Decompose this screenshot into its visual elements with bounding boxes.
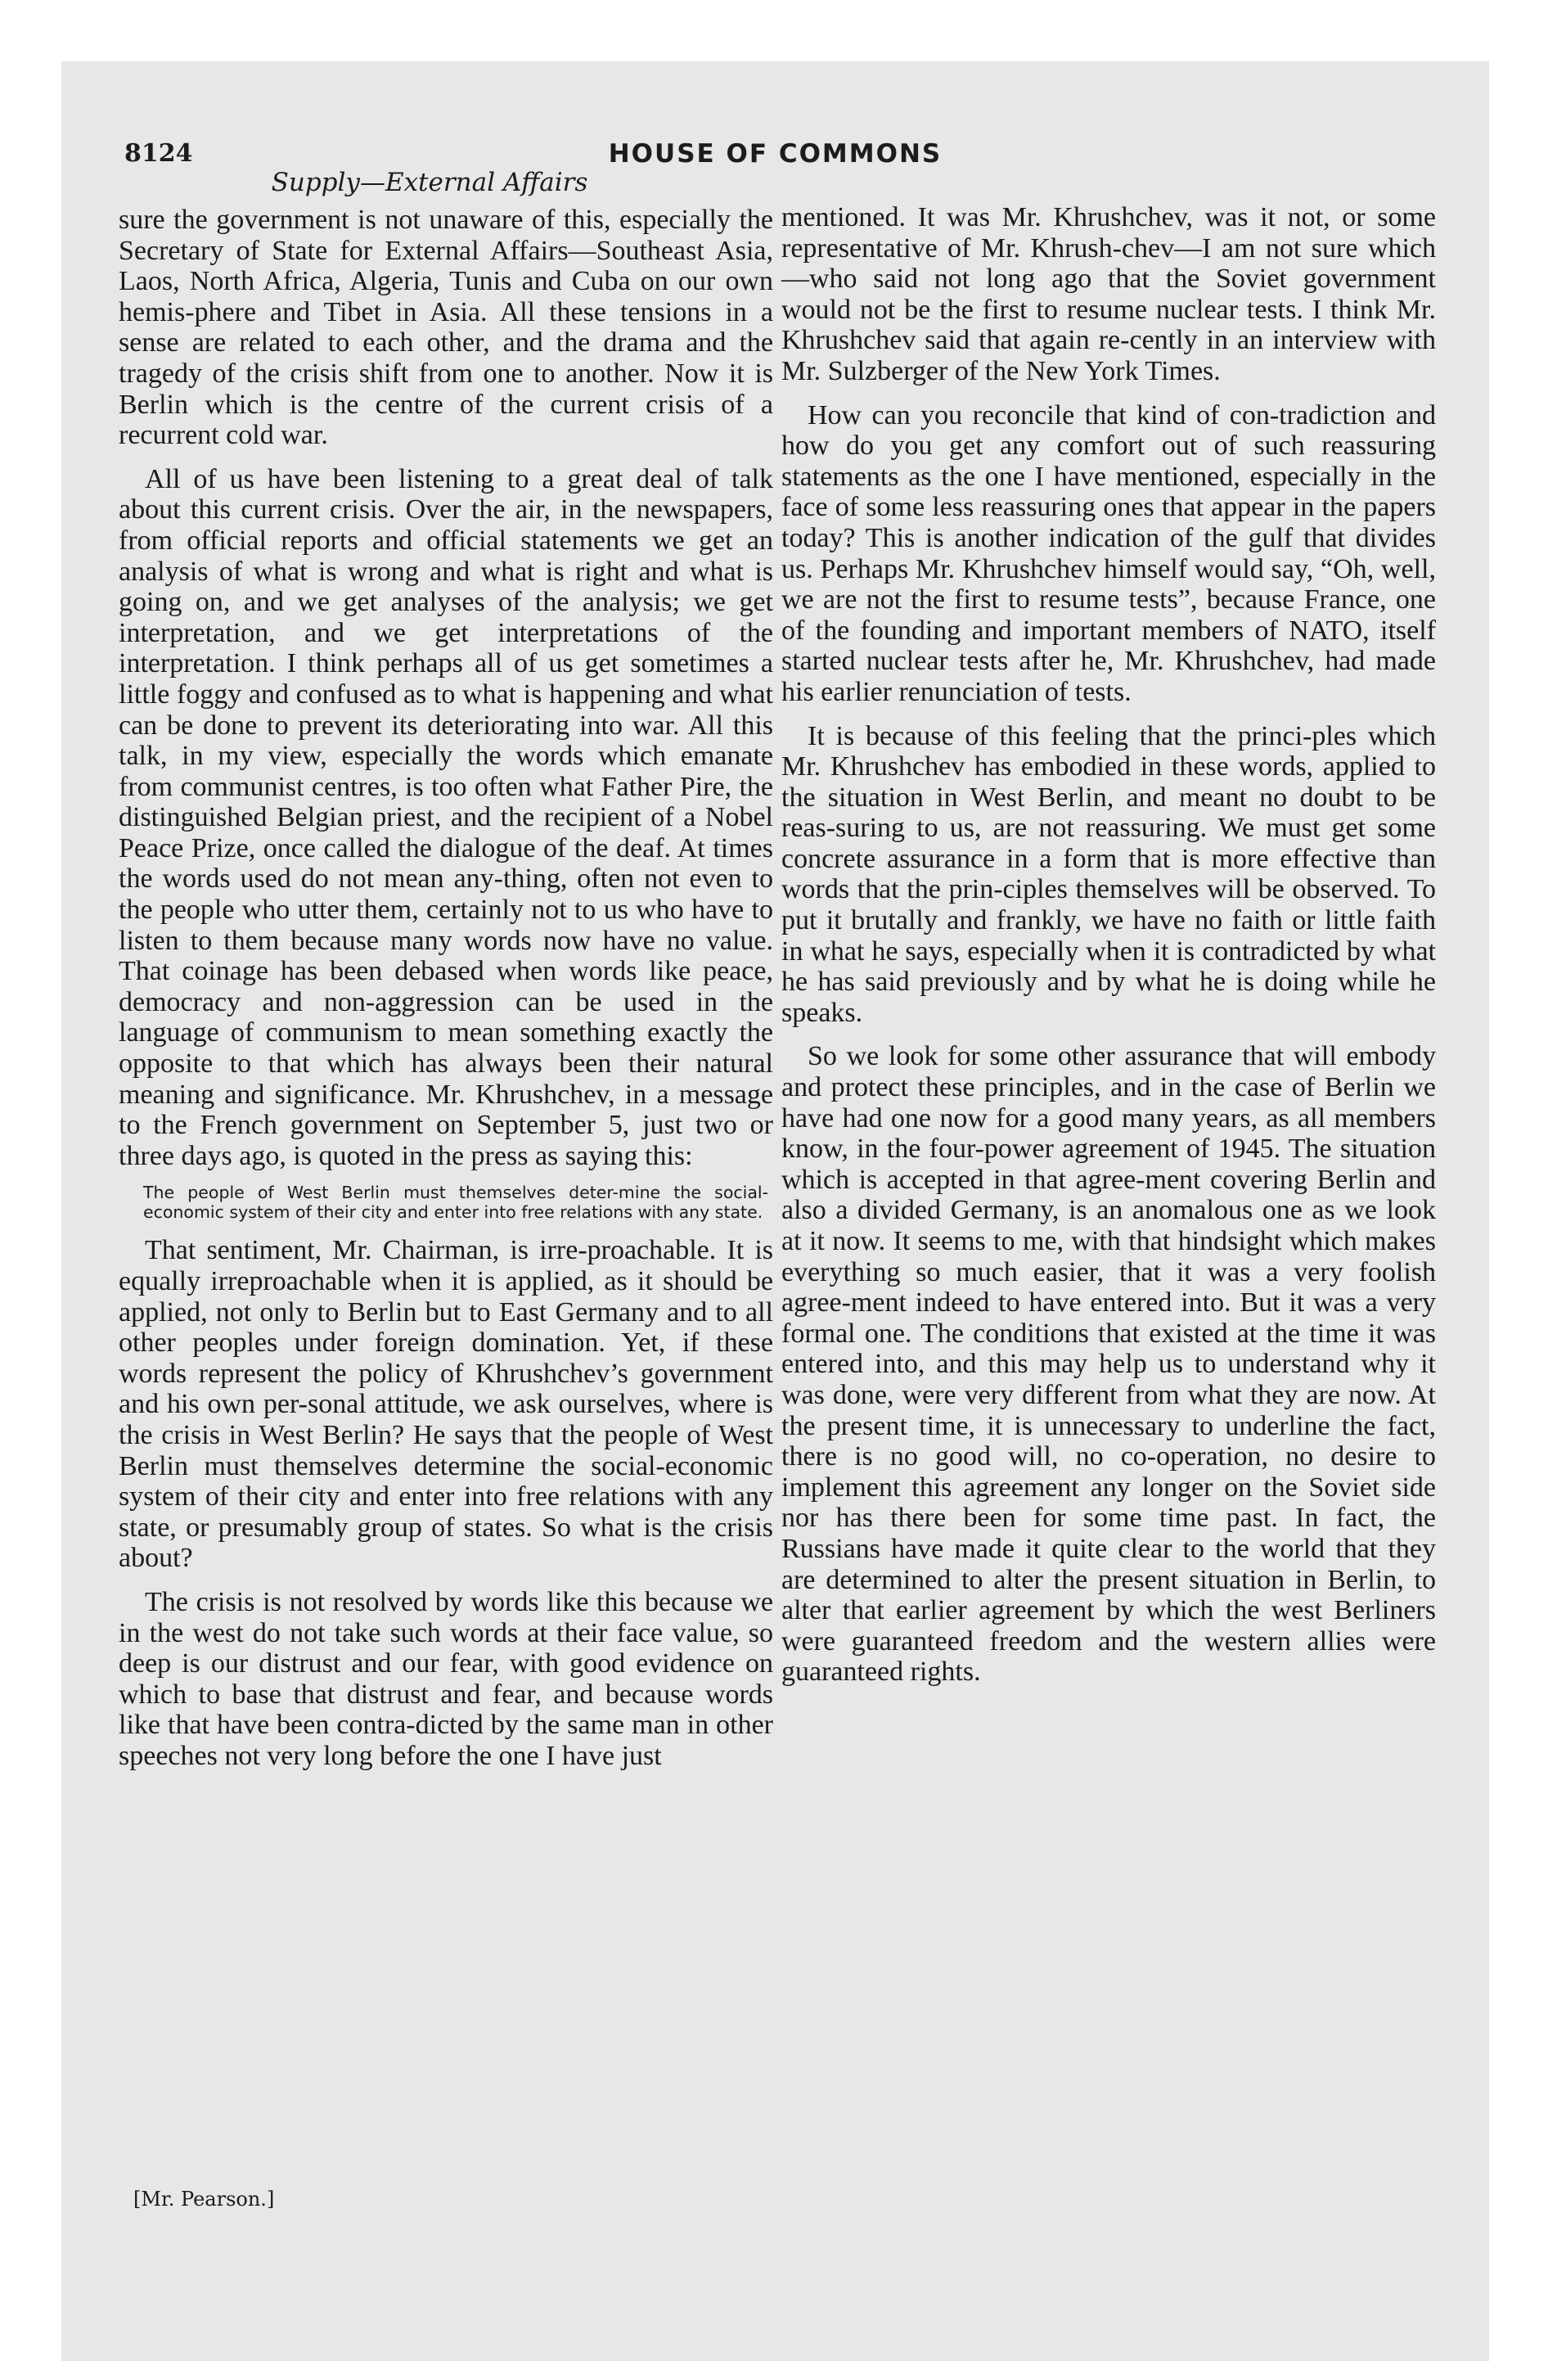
document-page [61, 61, 1489, 2361]
left-column [119, 205, 773, 1772]
speaker-attribution: [Mr. Pearson.] [133, 2188, 275, 2211]
page-number: 8124 [124, 139, 193, 168]
left-paragraph-1: sure the government is not unaware of this, especially the Secretary of State for External Affairs—Southeast Asia, Laos, North Africa, Algeria, Tunis and Cuba on our own hemis-phere and Tibet in Asia. All these tensions in a sense are related to each other, and the drama and the tragedy of the crisis shift from one to another. Now it is Berlin which is the centre of the current crisis of a recurrent cold war. [119, 205, 773, 451]
block-quote: The people of West Berlin must themselves deter-mine the social-economic system of their city and enter into free relations with any state. [143, 1183, 768, 1223]
right-column [781, 202, 1436, 1688]
left-paragraph-4: The crisis is not resolved by words like this because we in the west do not take such words at their face value, so deep is our distrust and our fear, with good evidence on which to base that distrust and fear, and because words like that have been contra-dicted by the same man in other speeches not very long before the one I have just [119, 1586, 773, 1771]
journal-title: HOUSE OF COMMONS [608, 139, 943, 169]
left-paragraph-2: All of us have been listening to a great deal of talk about this current crisis. Over the air, in the newspapers, from official reports and official statements we get an analysis of what is wrong and what is right and what is going on, and we get analyses of the analysis; we get interpretation, and we get interpretations of the interpretation. I think perhaps all of us get sometimes a little foggy and confused as to what is happening and what can be done to prevent its deteriorating into war. All this talk, in my view, especially the words which emanate from communist centres, is too often what Father Pire, the distinguished Belgian priest, and the recipient of a Nobel Peace Prize, once called the dialogue of the deaf. At times the words used do not mean any-thing, often not even to the people who utter them, certainly not to us who have to listen to them because many words now have no value. That coinage has been debased when words like peace, democracy and non-aggression can be used in the language of communism to mean something exactly the opposite to that which has always been their natural meaning and significance. Mr. Khrushchev, in a message to the French government on September 5, just two or three days ago, is quoted in the press as saying this: [119, 463, 773, 1171]
section-subtitle: Supply—External Affairs [271, 168, 588, 197]
right-paragraph-2: How can you reconcile that kind of con-tradiction and how do you get any comfort out of such reassuring statements as the one I have mentioned, especially in the face of some less reassuring ones that appear in the papers today? This is another indication of the gulf that divides us. Perhaps Mr. Khrushchev himself would say, “Oh, well, we are not the first to resume tests”, because France, one of the founding and important members of NATO, itself started nuclear tests after he, Mr. Khrushchev, had made his earlier renunciation of tests. [781, 399, 1436, 707]
left-paragraph-3: That sentiment, Mr. Chairman, is irre-proachable. It is equally irreproachable when it is applied, as it should be applied, not only to Berlin but to East Germany and to all other peoples under foreign domination. Yet, if these words represent the policy of Khrushchev’s government and his own per-sonal attitude, we ask ourselves, where is the crisis in West Berlin? He says that the people of West Berlin must themselves determine the social-economic system of their city and enter into free relations with any state, or presumably group of states. So what is the crisis about? [119, 1235, 773, 1574]
right-paragraph-1: mentioned. It was Mr. Khrushchev, was it not, or some representative of Mr. Khrush-chev—I am not sure which—who said not long ago that the Soviet government would not be the first to resume nuclear tests. I think Mr. Khrushchev said that again re-cently in an interview with Mr. Sulzberger of the New York Times. [781, 202, 1436, 386]
right-paragraph-3: It is because of this feeling that the princi-ples which Mr. Khrushchev has embodied in these words, applied to the situation in West Berlin, and meant no doubt to be reas-suring to us, are not reassuring. We must get some concrete assurance in a form that is more effective than words that the prin-ciples themselves will be observed. To put it brutally and frankly, we have no faith or little faith in what he says, especially when it is contradicted by what he has said previously and by what he is doing while he speaks. [781, 720, 1436, 1028]
right-paragraph-4: So we look for some other assurance that will embody and protect these principles, and in the case of Berlin we have had one now for a good many years, as all members know, in the four-power agreement of 1945. The situation which is accepted in that agree-ment covering Berlin and also a divided Germany, is an anomalous one as we look at it now. It seems to me, with that hindsight which makes everything so much easier, that it was a very foolish agree-ment indeed to have entered into. But it was a very formal one. The conditions that existed at the time it was entered into, and this may help us to understand why it was done, were very different from what they are now. At the present time, it is unnecessary to underline the fact, there is no good will, no co-operation, no desire to implement this agreement any longer on the Soviet side nor has there been for some time past. In fact, the Russians have made it quite clear to the world that they are determined to alter the present situation in Berlin, to alter that earlier agreement by which the west Berliners were guaranteed freedom and the western allies were guaranteed rights. [781, 1041, 1436, 1688]
